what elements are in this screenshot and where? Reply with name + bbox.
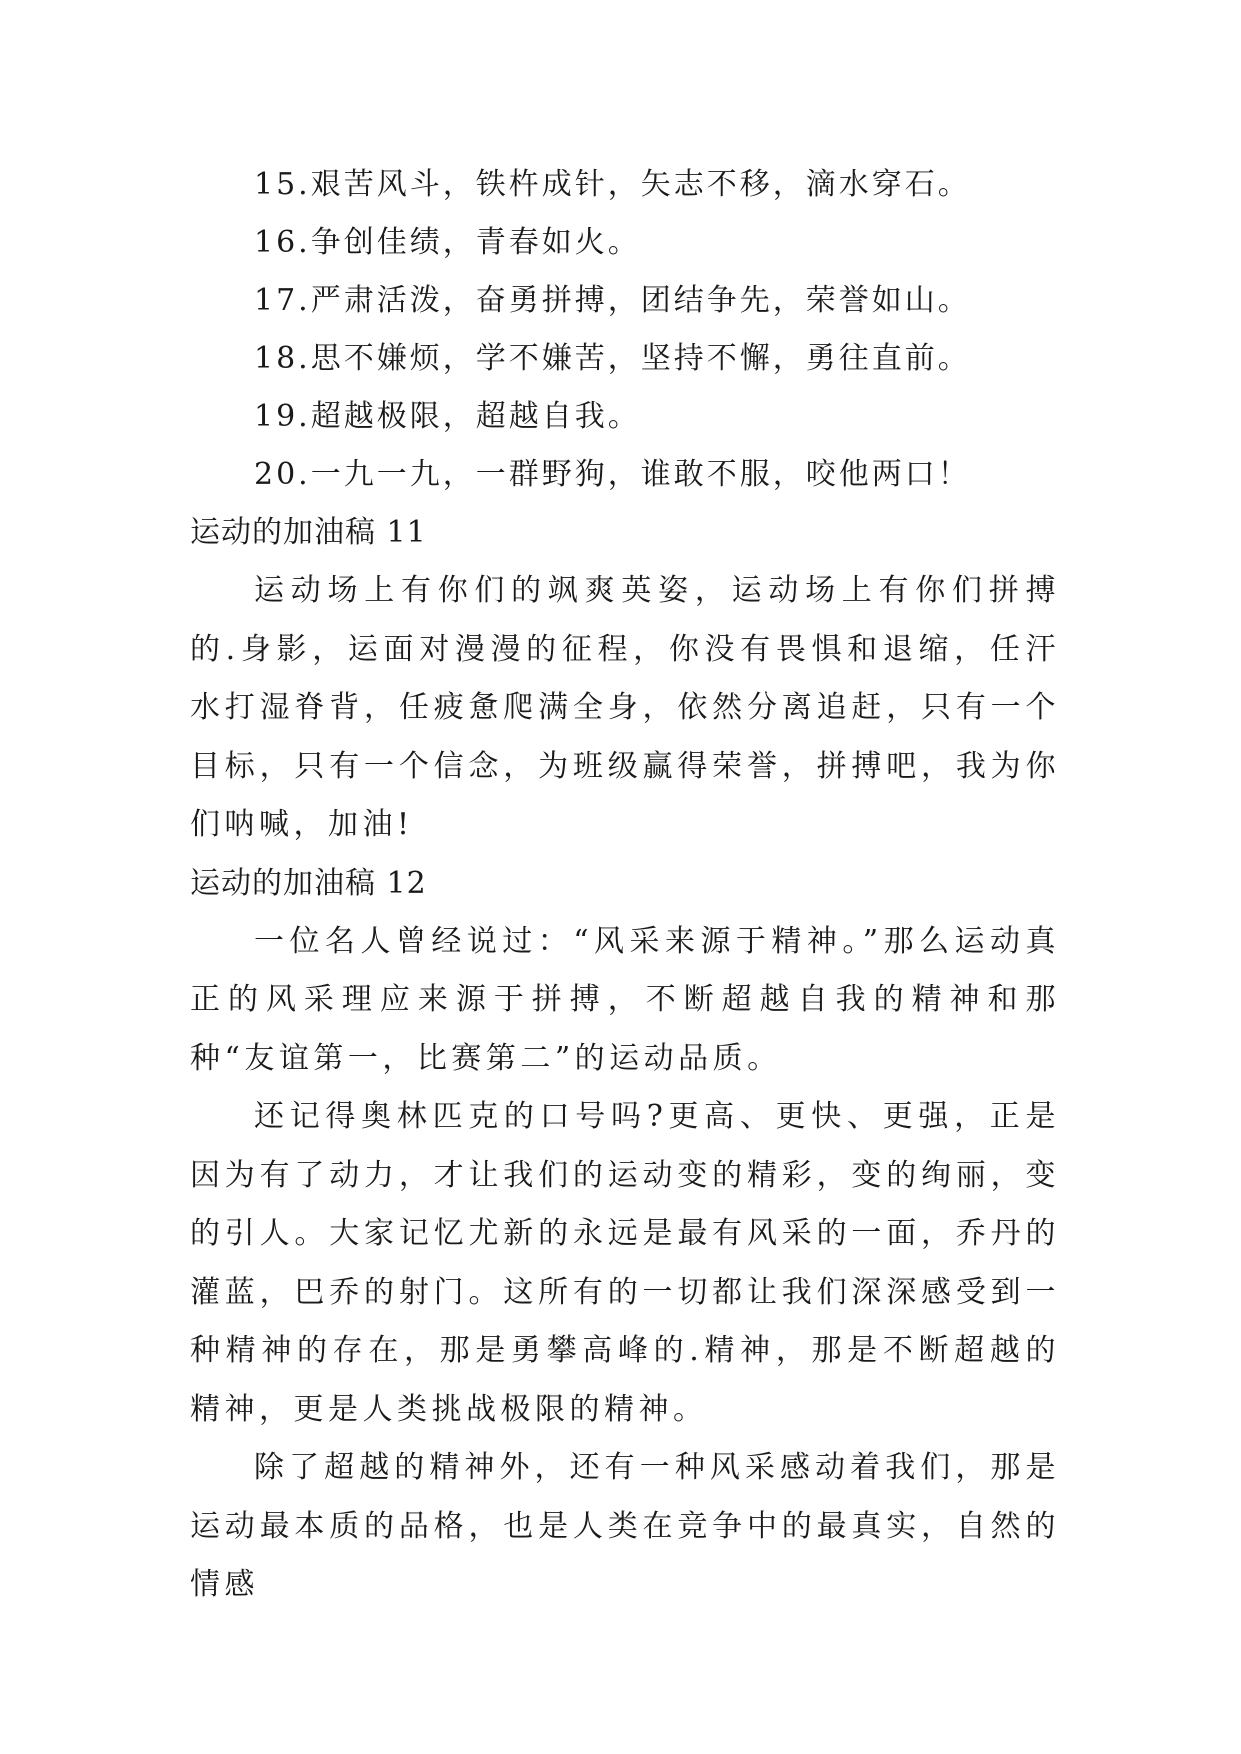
section-12 [190, 855, 1060, 1615]
document-body [190, 156, 1060, 1615]
section-11 [190, 504, 1060, 855]
section-heading: 运动的加油稿 11 [190, 515, 427, 550]
slogan-item-19: 19.超越极限，超越自我。 [254, 399, 641, 434]
slogan-item-17: 17.严肃活泼，奋勇拼搏，团结争先，荣誉如山。 [254, 283, 971, 318]
slogan-item-16: 16.争创佳绩，青春如火。 [254, 225, 641, 260]
slogan-list [190, 156, 1060, 504]
paragraph: 一位名人曾经说过：“风采来源于精神。”那么运动真正的风采理应来源于拼搏，不断超越自我的精神和那种“友谊第一，比赛第二”的运动品质。 [190, 923, 1060, 1076]
paragraph: 运动场上有你们的飒爽英姿，运动场上有你们拼搏的.身影，运面对漫漫的征程，你没有畏惧和退缩，任汗水打湿脊背，任疲惫爬满全身，依然分离追赶，只有一个目标，只有一个信念，为班级赢得荣誉，拼搏吧，我为你们呐喊，加油! [190, 573, 1060, 842]
slogan-item-18: 18.思不嫌烦，学不嫌苦，坚持不懈，勇往直前。 [254, 341, 971, 376]
slogan-item-20: 20.一九一九，一群野狗，谁敢不服，咬他两口！ [254, 457, 971, 492]
paragraph: 还记得奥林匹克的口号吗?更高、更快、更强，正是因为有了动力，才让我们的运动变的精彩，变的绚丽，变的引人。大家记忆尤新的永远是最有风采的一面，乔丹的灌蓝，巴乔的射门。这所有的一切都让我们深深感受到一种精神的存在，那是勇攀高峰的.精神，那是不断超越的精神，更是人类挑战极限的精神。 [190, 1099, 1060, 1427]
slogan-item-15: 15.艰苦风斗，铁杵成针，矢志不移，滴水穿石。 [254, 167, 971, 202]
paragraph: 除了超越的精神外，还有一种风采感动着我们，那是运动最本质的品格，也是人类在竞争中的最真实，自然的情感 [190, 1450, 1060, 1602]
section-heading: 运动的加油稿 12 [190, 865, 427, 901]
